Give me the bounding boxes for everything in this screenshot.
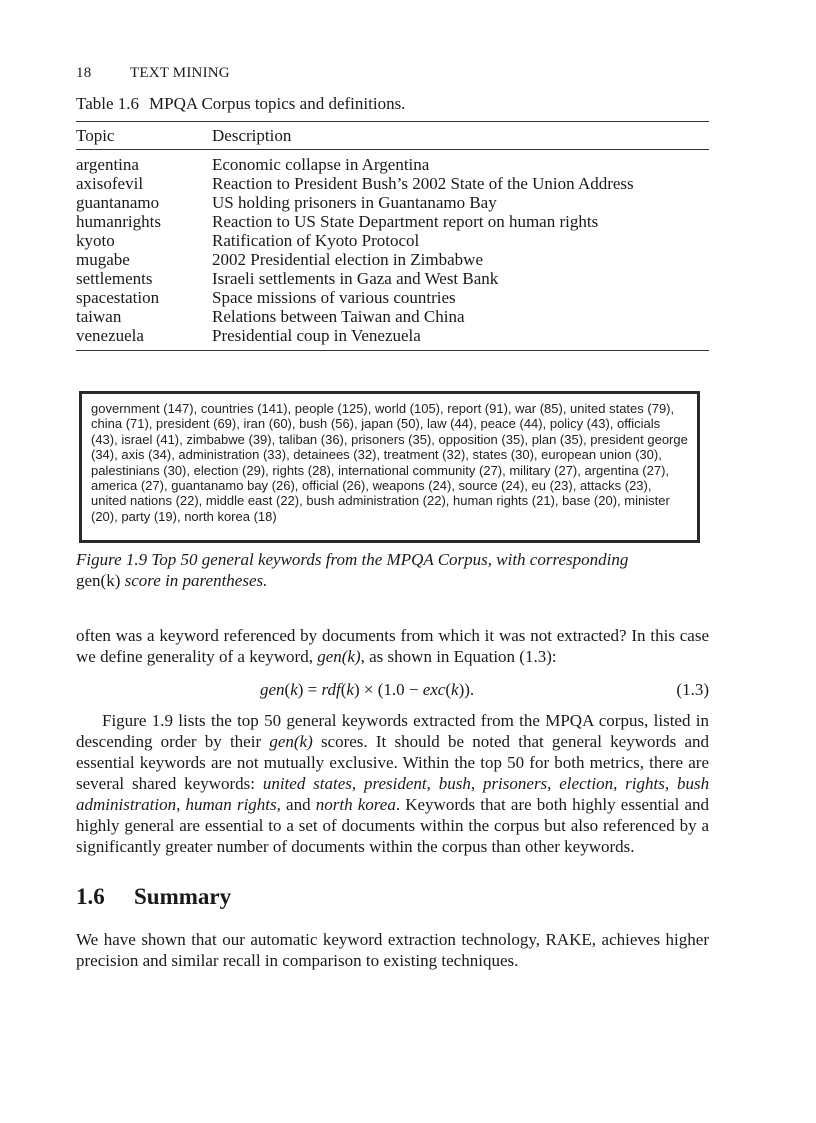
topic-cell: spacestation — [76, 288, 160, 307]
keyword-term: rights — [625, 774, 665, 793]
topic-cell: settlements — [76, 269, 153, 288]
running-head — [76, 62, 709, 84]
table-row — [76, 250, 709, 269]
topic-cell: taiwan — [76, 307, 122, 326]
description-cell: Reaction to President Bush’s 2002 State of the Union Address — [212, 174, 634, 193]
equation-1-3 — [76, 678, 709, 702]
topic-cell: axisofevil — [76, 174, 144, 193]
description-cell: Space missions of various countries — [212, 288, 456, 307]
table-row — [76, 288, 709, 307]
keyword-term: gen(k) — [269, 732, 313, 751]
paragraph-text: , and — [276, 795, 316, 814]
table-row — [76, 231, 709, 250]
table-row — [76, 326, 709, 351]
paragraph-text: , — [351, 774, 364, 793]
section-title: Summary — [134, 884, 232, 909]
equation-number: (1.3) — [676, 680, 709, 699]
description-cell: Reaction to US State Department report on human rights — [212, 212, 599, 231]
description-cell: Ratification of Kyoto Protocol — [212, 231, 420, 250]
topic-cell: kyoto — [76, 231, 115, 250]
table-row — [76, 269, 709, 288]
table-row — [76, 307, 709, 326]
paragraph-term: gen(k) — [317, 647, 361, 666]
table-row — [76, 212, 709, 231]
equation-body: gen(k) = rdf(k) × (1.0 − exc(k)). — [260, 680, 475, 699]
topic-cell: guantanamo — [76, 193, 160, 212]
paragraph-text: , — [470, 774, 483, 793]
table-caption-label: Table 1.6 — [76, 94, 140, 113]
running-title: TEXT MINING — [130, 65, 230, 81]
paragraph-text: , — [547, 774, 560, 793]
paragraph-text: often was a keyword referenced by documents from which it was not extracted? In this case we define generality of a keyword, — [76, 626, 709, 666]
keyword-term: bush — [438, 774, 471, 793]
figure-caption-genk: gen(k) — [76, 571, 121, 590]
keywords-list: government (147), countries (141), people (125), world (105), report (91), war (85), united states (79), china (71), president (69), iran (60), bush (56), japan (50), law (44), peace (44), policy (43), officials (43), israel (41), zimbabwe (39), taliban (36), prisoners (35), opposition (35), plan (35), president george (34), axis (34), administration (33), detainees (32), treatment (32), states (30), european union (30), palestinians (30), election (29), rights (28), international community (27), military (27), argentina (27), america (27), guantanamo bay (26), official (26), weapons (24), source (24), eu (23), attacks (23), united nations (22), middle east (22), bush administration (22), human rights (21), base (20), minister (20), party (19), north korea (18) — [91, 401, 688, 524]
keyword-term: president — [363, 774, 427, 793]
topic-cell: argentina — [76, 155, 139, 174]
table-caption — [76, 93, 709, 115]
topic-cell: mugabe — [76, 250, 130, 269]
figure-caption-main: Figure 1.9 Top 50 general keywords from the MPQA Corpus, with corresponding — [76, 550, 629, 569]
paragraph-figure-discussion — [76, 710, 709, 857]
paragraph-text: . Keywords that are both highly essential and highly general are essential to a set of documents within the corpus but also referenced by a significantly greater number of documents within the corpus than other keywords. — [76, 795, 710, 856]
paragraph-text: Figure 1.9 lists the top 50 general keywords extracted from the MPQA corpus, listed in descending order by their — [76, 711, 709, 751]
paragraph-text: , — [426, 774, 439, 793]
description-cell: Israeli settlements in Gaza and West Bank — [212, 269, 499, 288]
column-header-topic: Topic — [76, 122, 212, 150]
description-cell: 2002 Presidential election in Zimbabwe — [212, 250, 483, 269]
topic-cell: venezuela — [76, 326, 212, 351]
equation-text — [76, 678, 77, 679]
keywords-figure-box — [79, 391, 700, 543]
table-row — [76, 193, 709, 212]
paragraph-text: , — [176, 795, 186, 814]
table-header-row — [76, 122, 709, 150]
description-cell: Economic collapse in Argentina — [212, 155, 430, 174]
topic-cell: humanrights — [76, 212, 161, 231]
paragraph-summary: We have shown that our automatic keyword extraction technology, RAKE, achieves higher precision and similar recall in comparison to existing techniques. — [76, 930, 709, 970]
keyword-term: election — [559, 774, 614, 793]
column-header-description: Description — [212, 122, 709, 150]
description-cell: Relations between Taiwan and China — [212, 307, 465, 326]
paragraph-text: , — [613, 774, 626, 793]
keyword-term: north korea — [315, 795, 396, 814]
table-row — [76, 150, 709, 175]
topics-table — [76, 121, 709, 351]
table-row — [76, 174, 709, 193]
table-caption-text: MPQA Corpus topics and definitions. — [149, 94, 406, 113]
description-cell: Presidential coup in Venezuela — [212, 326, 709, 351]
paragraph-generality — [76, 625, 709, 667]
paragraph-text: , — [664, 774, 677, 793]
description-cell: US holding prisoners in Guantanamo Bay — [212, 193, 497, 212]
keyword-term: human rights — [185, 795, 277, 814]
page-number: 18 — [76, 65, 92, 81]
figure-caption-tail: score in parentheses. — [120, 571, 268, 590]
keyword-term: bush administration — [76, 774, 710, 814]
keyword-term: united states — [262, 774, 352, 793]
paragraph-text: scores. It should be noted that general keywords and essential keywords are not mutually exclusive. Within the top 50 for both metrics, there are several shared keywords: — [76, 732, 709, 793]
keyword-term: prisoners — [482, 774, 548, 793]
page — [76, 62, 709, 971]
section-number: 1.6 — [76, 884, 105, 909]
paragraph-text: , as shown in Equation (1.3): — [360, 647, 557, 666]
figure-caption — [76, 549, 709, 591]
section-heading — [76, 883, 709, 911]
